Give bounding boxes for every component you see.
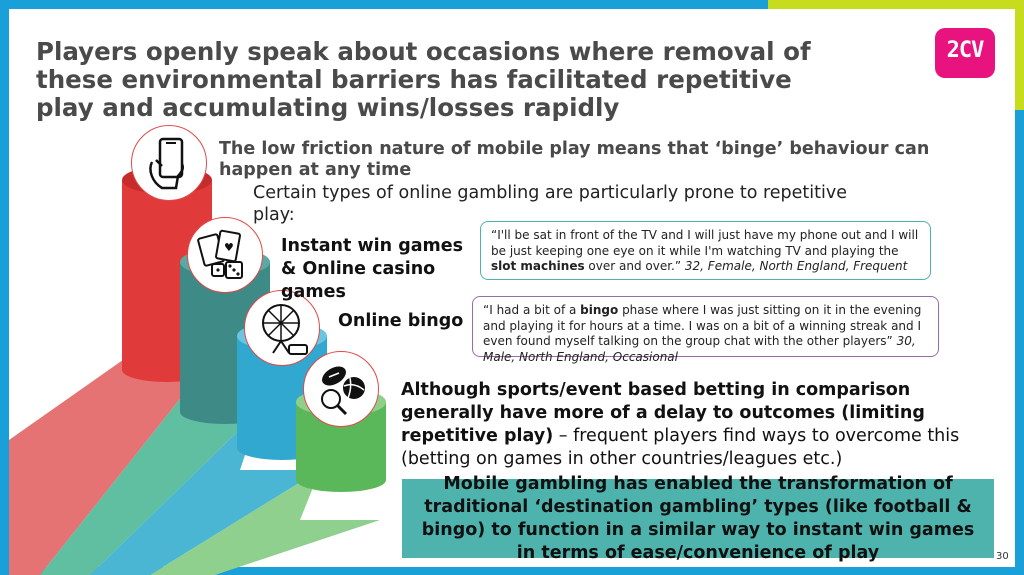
quote-1-attribution: 32, Female, North England, Frequent bbox=[684, 259, 908, 273]
quote-1-text-end: over and over.” bbox=[584, 259, 685, 273]
category-instant-win: Instant win games & Online casino games bbox=[281, 236, 464, 302]
quote-1-text: “I'll be sat in front of the TV and I will just have my phone out and I will be just keeping one eye on it while I'm watching TV and playing the bbox=[491, 228, 919, 258]
quote-2-text-end: phase where I was just sitting on it in the evening and playing it for hours at a time. I was on a bit of a winning streak and I even found myself talking on the group chat with the other players” bbox=[483, 303, 922, 348]
category-online-bingo: Online bingo bbox=[338, 311, 464, 331]
sports-rest-text: – frequent players find ways to overcome this (betting on games in other countries/leagues etc.) bbox=[401, 426, 960, 469]
logo-text: 2CV bbox=[946, 38, 984, 63]
svg-text:♥: ♥ bbox=[224, 241, 234, 254]
page-number: 30 bbox=[996, 551, 1009, 562]
mobile-phone-icon bbox=[131, 125, 207, 201]
summary-banner bbox=[402, 473, 994, 563]
quote-2-attribution: 30, Male, North England, Occasional bbox=[483, 334, 916, 364]
intro-text: Certain types of online gambling are particularly prone to repetitive play: bbox=[253, 183, 847, 225]
quote-2-text: “I had a bit of a bbox=[483, 303, 581, 317]
quote-slot-machines bbox=[480, 221, 931, 280]
quote-bingo bbox=[472, 296, 939, 364]
sports-bold-text: Although sports/event based betting in comparison generally have more of a delay to outcomes (limiting repetitive play) bbox=[401, 380, 925, 446]
playing-cards-dice-icon bbox=[187, 217, 263, 293]
sports-betting-paragraph bbox=[401, 379, 991, 471]
subheading: The low friction nature of mobile play means that ‘binge’ behaviour can happen at any time bbox=[219, 139, 930, 180]
quote-2-highlight: bingo bbox=[580, 303, 619, 317]
green-cylinder-base bbox=[296, 468, 386, 492]
summary-banner-text: Mobile gambling has enabled the transformation of traditional ‘destination gambling’ types (like football & bingo) to function in a similar way to instant win games in terms of ease/convenience of play bbox=[421, 473, 975, 563]
sports-balls-icon bbox=[303, 351, 379, 427]
slide-title: Players openly speak about occasions where removal of these environmental barriers has facilitated repetitive play and accumulating wins/losses rapidly bbox=[36, 37, 811, 122]
quote-1-highlight: slot machines bbox=[491, 259, 585, 273]
